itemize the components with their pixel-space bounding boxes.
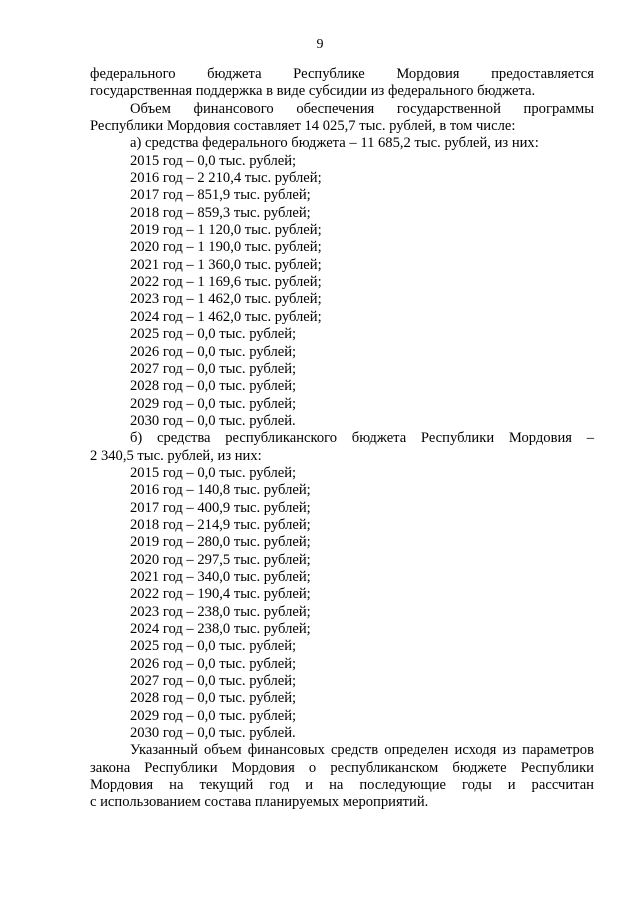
conclusion-paragraph	[90, 742, 594, 811]
page-number: 9	[316, 37, 324, 52]
budget-year-line: 2028 год – 0,0 тыс. рублей;	[130, 690, 297, 707]
budget-year-line: 2019 год – 280,0 тыс. рублей;	[130, 534, 311, 551]
conclusion-line-2: закона Республики Мордовия о республиканском бюджете Республики	[90, 759, 594, 776]
conclusion-line-4: с использованием состава планируемых мероприятий.	[90, 794, 429, 811]
budget-year-line: 2022 год – 190,4 тыс. рублей;	[130, 586, 311, 603]
intro-line-1: федерального бюджета Республике Мордовия предоставляется	[90, 66, 594, 82]
budget-year-line: 2029 год – 0,0 тыс. рублей;	[130, 707, 297, 724]
budget-year-line: 2020 год – 297,5 тыс. рублей;	[130, 551, 311, 568]
budget-year-line: 2020 год – 1 190,0 тыс. рублей;	[130, 239, 322, 256]
budget-year-line: 2017 год – 400,9 тыс. рублей;	[130, 499, 311, 516]
budget-year-line: 2030 год – 0,0 тыс. рублей.	[130, 412, 296, 429]
republic-heading-line-1: б) средства республиканского бюджета Республики Мордовия –	[130, 430, 594, 447]
federal-year-list	[90, 153, 594, 431]
budget-year-line: 2023 год – 1 462,0 тыс. рублей;	[130, 291, 322, 308]
volume-line-1: Объем финансового обеспечения государственной программы	[130, 100, 594, 117]
republic-year-list	[90, 465, 594, 743]
budget-year-line: 2019 год – 1 120,0 тыс. рублей;	[130, 222, 322, 239]
budget-year-line: 2021 год – 340,0 тыс. рублей;	[130, 568, 311, 585]
federal-heading: а) средства федерального бюджета – 11 685,2 тыс. рублей, из них:	[130, 135, 539, 152]
budget-year-line: 2025 год – 0,0 тыс. рублей;	[130, 326, 297, 343]
budget-year-line: 2016 год – 140,8 тыс. рублей;	[130, 482, 311, 499]
budget-year-line: 2018 год – 214,9 тыс. рублей;	[130, 516, 311, 533]
budget-year-line: 2025 год – 0,0 тыс. рублей;	[130, 638, 297, 655]
budget-year-line: 2024 год – 238,0 тыс. рублей;	[130, 621, 311, 637]
budget-year-line: 2017 год – 851,9 тыс. рублей;	[130, 187, 311, 204]
budget-year-line: 2029 год – 0,0 тыс. рублей;	[130, 395, 297, 412]
budget-year-line: 2015 год – 0,0 тыс. рублей;	[130, 152, 297, 169]
intro-paragraph	[90, 66, 594, 101]
conclusion-line-1: Указанный объем финансовых средств определен исходя из параметров	[130, 742, 594, 759]
republic-budget-section	[90, 430, 594, 742]
intro-line-2: государственная поддержка в виде субсидии из федерального бюджета.	[90, 83, 536, 100]
budget-year-line: 2018 год – 859,3 тыс. рублей;	[130, 204, 311, 221]
federal-budget-section	[90, 135, 594, 430]
budget-year-line: 2026 год – 0,0 тыс. рублей;	[130, 655, 297, 672]
budget-year-line: 2026 год – 0,0 тыс. рублей;	[130, 343, 297, 360]
volume-line-2: Республики Мордовия составляет 14 025,7 тыс. рублей, в том числе:	[90, 118, 516, 135]
budget-year-line: 2016 год – 2 210,4 тыс. рублей;	[130, 170, 322, 187]
budget-year-line: 2030 год – 0,0 тыс. рублей.	[130, 725, 296, 742]
budget-year-line: 2027 год – 0,0 тыс. рублей;	[130, 673, 297, 690]
budget-year-line: 2015 год – 0,0 тыс. рублей;	[130, 464, 297, 481]
budget-year-line: 2024 год – 1 462,0 тыс. рублей;	[130, 308, 322, 325]
conclusion-line-3: Мордовия на текущий год и на последующие годы и рассчитан	[90, 777, 594, 794]
budget-year-line: 2027 год – 0,0 тыс. рублей;	[130, 360, 297, 377]
republic-heading-line-2: 2 340,5 тыс. рублей, из них:	[90, 447, 262, 464]
budget-year-line: 2023 год – 238,0 тыс. рублей;	[130, 603, 311, 620]
budget-year-line: 2022 год – 1 169,6 тыс. рублей;	[130, 274, 322, 291]
document-body	[90, 66, 594, 812]
budget-year-line: 2021 год – 1 360,0 тыс. рублей;	[130, 256, 322, 273]
budget-year-line: 2028 год – 0,0 тыс. рублей;	[130, 378, 297, 395]
volume-paragraph	[90, 101, 594, 136]
